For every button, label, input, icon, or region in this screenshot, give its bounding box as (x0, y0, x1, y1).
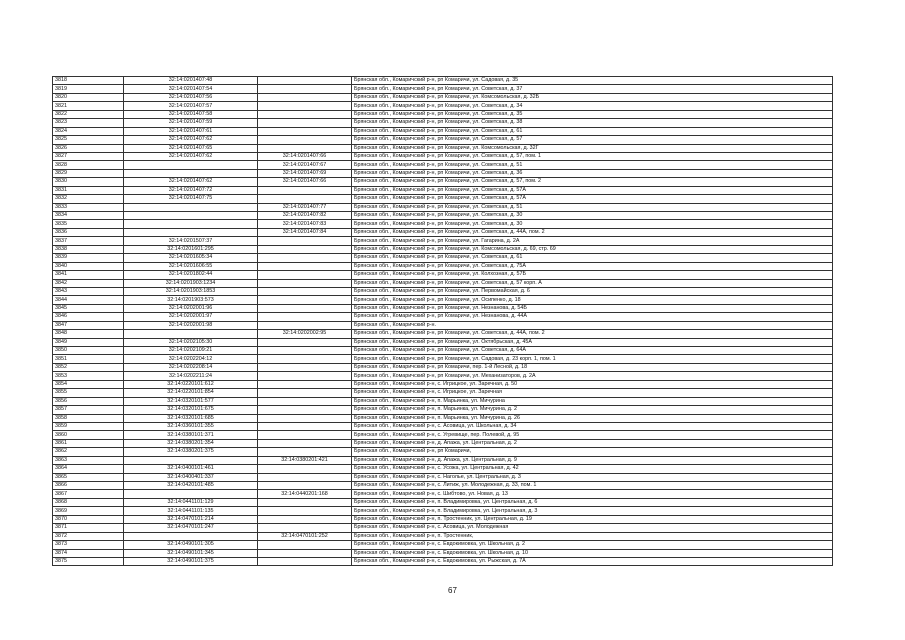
cadastral-number-cell: 32:14:0202211:24 (124, 372, 258, 380)
parent-cadastral-cell (258, 380, 352, 388)
parent-cadastral-cell: 32:14:0440201:168 (258, 490, 352, 498)
table-row (53, 161, 833, 169)
row-number-cell: 3837 (53, 237, 124, 245)
cadastral-number-cell: 32:14:0470101:247 (124, 524, 258, 532)
parent-cadastral-cell (258, 271, 352, 279)
row-number-cell: 3831 (53, 186, 124, 194)
row-number-cell: 3838 (53, 245, 124, 253)
cadastral-number-cell: 32:14:0400401:337 (124, 473, 258, 481)
row-number-cell: 3841 (53, 271, 124, 279)
address-cell: Брянская обл., Комаричский р-н, д. Апажа, ул. Центральная, д. 2 (352, 439, 833, 447)
cadastral-number-cell: 32:14:0201903:1853 (124, 287, 258, 295)
row-number-cell: 3827 (53, 152, 124, 160)
address-cell: Брянская обл., Комаричский р-н, рп Комаричи, ул. Комсомольская, д. 32Г (352, 144, 833, 152)
parent-cadastral-cell (258, 431, 352, 439)
cadastral-number-cell: 32:14:0202105:30 (124, 338, 258, 346)
row-number-cell: 3820 (53, 93, 124, 101)
cadastral-number-cell: 32:14:0202001:98 (124, 321, 258, 329)
row-number-cell: 3845 (53, 304, 124, 312)
address-cell: Брянская обл., Комаричский р-н, с. Угревище, пер. Полевой, д. 95 (352, 431, 833, 439)
table-row (53, 431, 833, 439)
parent-cadastral-cell (258, 110, 352, 118)
address-cell: Брянская обл., Комаричский р-н, рп Комаричи, ул. Советская, д. 38 (352, 119, 833, 127)
cadastral-number-cell: 32:14:0201407:58 (124, 110, 258, 118)
cadastral-number-cell: 32:14:0380201:375 (124, 448, 258, 456)
parent-cadastral-cell (258, 448, 352, 456)
row-number-cell: 3864 (53, 465, 124, 473)
row-number-cell: 3859 (53, 422, 124, 430)
parent-cadastral-cell (258, 372, 352, 380)
table-row (53, 507, 833, 515)
cadastral-number-cell: 32:14:0220101:854 (124, 389, 258, 397)
table-row (53, 178, 833, 186)
address-cell: Брянская обл., Комаричский р-н, с. Асовица, ул. Школьная, д. 34 (352, 422, 833, 430)
address-cell: Брянская обл., Комаричский р-н, рп Комаричи, ул. Советская, д. 51 (352, 203, 833, 211)
row-number-cell: 3854 (53, 380, 124, 388)
parent-cadastral-cell (258, 85, 352, 93)
row-number-cell: 3834 (53, 212, 124, 220)
address-cell: Брянская обл., Комаричский р-н, рп Комаричи, ул. Советская, д. 57, пом. 1 (352, 152, 833, 160)
cadastral-number-cell: 32:14:0201407:75 (124, 195, 258, 203)
row-number-cell: 3870 (53, 515, 124, 523)
parent-cadastral-cell (258, 321, 352, 329)
row-number-cell: 3843 (53, 287, 124, 295)
row-number-cell: 3832 (53, 195, 124, 203)
row-number-cell: 3872 (53, 532, 124, 540)
table-row (53, 102, 833, 110)
parent-cadastral-cell (258, 245, 352, 253)
cadastral-number-cell (124, 532, 258, 540)
table-row (53, 119, 833, 127)
table-row (53, 515, 833, 523)
row-number-cell: 3867 (53, 490, 124, 498)
table-row (53, 414, 833, 422)
cadastral-number-cell (124, 203, 258, 211)
parent-cadastral-cell (258, 77, 352, 85)
address-cell: Брянская обл., Комаричский р-н, рп Комаричи, ул. Советская, д. 57 корп. А (352, 279, 833, 287)
cadastral-number-cell: 32:14:0201606:55 (124, 262, 258, 270)
table-row (53, 152, 833, 160)
address-cell: Брянская обл., Комаричский р-н, рп Комаричи, ул. Советская, д. 51 (352, 161, 833, 169)
address-cell: Брянская обл., Комаричский р-н, рп Комаричи, ул. Незнанова, д. 54Б (352, 304, 833, 312)
cadastral-number-cell: 32:14:0201407:62 (124, 152, 258, 160)
table-row (53, 296, 833, 304)
address-cell: Брянская обл., Комаричский р-н, рп Комаричи, ул. Советская, д. 44А, пом. 2 (352, 330, 833, 338)
address-cell: Брянская обл., Комаричский р-н, рп Комаричи, ул. Советская, д. 61 (352, 127, 833, 135)
table-row (53, 110, 833, 118)
parent-cadastral-cell (258, 482, 352, 490)
cadastral-number-cell: 32:14:0470101:214 (124, 515, 258, 523)
cadastral-number-cell: 32:14:0201407:54 (124, 85, 258, 93)
address-cell: Брянская обл., Комаричский р-н, рп Комаричи, ул. Советская, д. 30 (352, 212, 833, 220)
cadastral-number-cell: 32:14:0201605:34 (124, 254, 258, 262)
table-row (53, 473, 833, 481)
row-number-cell: 3836 (53, 228, 124, 236)
address-cell: Брянская обл., Комаричский р-н, с. Игрицкое, ул. Заречная (352, 389, 833, 397)
table-row (53, 541, 833, 549)
address-cell: Брянская обл., Комаричский р-н, рп Комаричи, пер. 1-й Лесной, д. 18 (352, 363, 833, 371)
parent-cadastral-cell (258, 355, 352, 363)
parent-cadastral-cell (258, 287, 352, 295)
parent-cadastral-cell (258, 473, 352, 481)
cadastral-number-cell: 32:14:0201407:61 (124, 127, 258, 135)
address-cell: Брянская обл., Комаричский р-н, п. Марьинка, ул. Мичурина, д. 2 (352, 406, 833, 414)
address-cell: Брянская обл., Комаричский р-н, п. Владимировка, ул. Центральная, д. 6 (352, 498, 833, 506)
cadastral-number-cell (124, 169, 258, 177)
row-number-cell: 3857 (53, 406, 124, 414)
address-cell: Брянская обл., Комаричский р-н, рп Комаричи, (352, 448, 833, 456)
table-row (53, 287, 833, 295)
parent-cadastral-cell (258, 515, 352, 523)
table-row (53, 254, 833, 262)
cadastral-number-cell (124, 161, 258, 169)
parent-cadastral-cell: 32:14:0201407:83 (258, 220, 352, 228)
table-row (53, 127, 833, 135)
table-row (53, 439, 833, 447)
table-row (53, 169, 833, 177)
parent-cadastral-cell (258, 465, 352, 473)
address-cell: Брянская обл., Комаричский р-н, рп Комаричи, ул. Советская, д. 57 (352, 136, 833, 144)
row-number-cell: 3850 (53, 347, 124, 355)
row-number-cell: 3833 (53, 203, 124, 211)
parent-cadastral-cell: 32:14:0202002:95 (258, 330, 352, 338)
row-number-cell: 3875 (53, 557, 124, 565)
row-number-cell: 3840 (53, 262, 124, 270)
cadastral-number-cell: 32:14:0490101:345 (124, 549, 258, 557)
cadastral-number-cell (124, 490, 258, 498)
cadastral-number-cell: 32:14:0201903:573 (124, 296, 258, 304)
cadastral-number-cell: 32:14:0202001:97 (124, 313, 258, 321)
table-row (53, 93, 833, 101)
table-row (53, 465, 833, 473)
row-number-cell: 3856 (53, 397, 124, 405)
cadastral-number-cell: 32:14:0201802:44 (124, 271, 258, 279)
parent-cadastral-cell (258, 195, 352, 203)
row-number-cell: 3829 (53, 169, 124, 177)
address-cell: Брянская обл., Комаричский р-н, рп Комаричи, ул. Советская, д. 57, пом. 2 (352, 178, 833, 186)
address-cell: Брянская обл., Комаричский р-н, с. Асовица, ул. Молодежная (352, 524, 833, 532)
cadastral-number-cell: 32:14:0320101:685 (124, 414, 258, 422)
table-row (53, 363, 833, 371)
parent-cadastral-cell (258, 507, 352, 515)
row-number-cell: 3861 (53, 439, 124, 447)
table-row (53, 237, 833, 245)
table-row (53, 498, 833, 506)
address-cell: Брянская обл., Комаричский р-н, с. Евдокимовка, ул. Школьная, д. 2 (352, 541, 833, 549)
cadastral-number-cell: 32:14:0201407:62 (124, 136, 258, 144)
row-number-cell: 3874 (53, 549, 124, 557)
table-row (53, 203, 833, 211)
address-cell: Брянская обл., Комаричский р-н, рп Комаричи, ул. Советская, д. 61 (352, 254, 833, 262)
cadastral-number-cell: 32:14:0201407:65 (124, 144, 258, 152)
cadastral-number-cell: 32:14:0201903:1234 (124, 279, 258, 287)
parent-cadastral-cell (258, 414, 352, 422)
table-row (53, 228, 833, 236)
cadastral-number-cell (124, 330, 258, 338)
address-cell: Брянская обл., Комаричский р-н, рп Комаричи, ул. Комсомольская, д. 69, стр. 69 (352, 245, 833, 253)
table-row (53, 422, 833, 430)
address-cell: Брянская обл., Комаричский р-н, рп Комаричи, ул. Советская, д. 35 (352, 110, 833, 118)
row-number-cell: 3825 (53, 136, 124, 144)
cadastral-number-cell: 32:14:0201407:62 (124, 178, 258, 186)
table-row (53, 490, 833, 498)
parent-cadastral-cell (258, 498, 352, 506)
address-cell: Брянская обл., Комаричский р-н, с. Евдокимовка, ул. Школьная, д. 10 (352, 549, 833, 557)
cadastral-number-cell: 32:14:0380101:371 (124, 431, 258, 439)
table-row (53, 85, 833, 93)
parent-cadastral-cell (258, 127, 352, 135)
row-number-cell: 3824 (53, 127, 124, 135)
cadastral-number-cell: 32:14:0441101:135 (124, 507, 258, 515)
row-number-cell: 3851 (53, 355, 124, 363)
parent-cadastral-cell (258, 524, 352, 532)
parent-cadastral-cell (258, 119, 352, 127)
row-number-cell: 3871 (53, 524, 124, 532)
table-row (53, 304, 833, 312)
table-row (53, 372, 833, 380)
cadastral-number-cell (124, 212, 258, 220)
cadastral-number-cell: 32:14:0201407:56 (124, 93, 258, 101)
parent-cadastral-cell (258, 186, 352, 194)
address-cell: Брянская обл., Комаричский р-н, рп Комаричи, ул. Советская, д. 37 (352, 85, 833, 93)
table-row (53, 448, 833, 456)
address-cell: Брянская обл., Комаричский р-н, рп Комаричи, ул. Садовая, д. 35 (352, 77, 833, 85)
parent-cadastral-cell (258, 397, 352, 405)
cadastral-number-cell (124, 220, 258, 228)
parent-cadastral-cell (258, 279, 352, 287)
address-cell: Брянская обл., Комаричский р-н, с. Шибтово, ул. Новая, д. 13 (352, 490, 833, 498)
parent-cadastral-cell (258, 439, 352, 447)
parent-cadastral-cell: 32:14:0470101:252 (258, 532, 352, 540)
parent-cadastral-cell (258, 313, 352, 321)
address-cell: Брянская обл., Комаричский р-н, рп Комаричи, ул. Осипенко, д. 18 (352, 296, 833, 304)
parent-cadastral-cell (258, 304, 352, 312)
address-cell: Брянская обл., Комаричский р-н, с. Наголье, ул. Центральная, д. 3 (352, 473, 833, 481)
row-number-cell: 3818 (53, 77, 124, 85)
row-number-cell: 3842 (53, 279, 124, 287)
cadastral-number-cell: 32:14:0360101:355 (124, 422, 258, 430)
cadastral-number-cell: 32:14:0490101:375 (124, 557, 258, 565)
table-row (53, 389, 833, 397)
cadastral-number-cell: 32:14:0202001:96 (124, 304, 258, 312)
parent-cadastral-cell: 32:14:0201407:67 (258, 161, 352, 169)
cadastral-number-cell: 32:14:0201507:37 (124, 237, 258, 245)
parent-cadastral-cell (258, 102, 352, 110)
parent-cadastral-cell: 32:14:0380201:421 (258, 456, 352, 464)
parent-cadastral-cell: 32:14:0201407:66 (258, 152, 352, 160)
parent-cadastral-cell: 32:14:0201407:66 (258, 178, 352, 186)
table-row (53, 397, 833, 405)
table-row (53, 262, 833, 270)
parent-cadastral-cell (258, 389, 352, 397)
address-cell: Брянская обл., Комаричский р-н, рп Комаричи, ул. Комсомольская, д. 32Б (352, 93, 833, 101)
address-cell: Брянская обл., Комаричский р-н, д. Апажа, ул. Центральная, д. 9 (352, 456, 833, 464)
address-cell: Брянская обл., Комаричский р-н, с. Игрицкое, ул. Заречная, д. 50 (352, 380, 833, 388)
row-number-cell: 3822 (53, 110, 124, 118)
parent-cadastral-cell (258, 144, 352, 152)
row-number-cell: 3828 (53, 161, 124, 169)
table-row (53, 380, 833, 388)
table-row (53, 482, 833, 490)
address-cell: Брянская обл., Комаричский р-н, рп Комаричи, ул. Механизаторов, д. 2А (352, 372, 833, 380)
address-cell: Брянская обл., Комаричский р-н, рп Комаричи, ул. Гагарина, д. 2А (352, 237, 833, 245)
table-row (53, 347, 833, 355)
parent-cadastral-cell (258, 406, 352, 414)
parent-cadastral-cell (258, 541, 352, 549)
cadastral-number-cell: 32:14:0320101:675 (124, 406, 258, 414)
table-row (53, 220, 833, 228)
address-cell: Брянская обл., Комаричский р-н, рп Комаричи, ул. Колхозная, д. 57Б (352, 271, 833, 279)
cadastral-number-cell: 32:14:0490101:305 (124, 541, 258, 549)
cadastral-number-cell: 32:14:0380201:354 (124, 439, 258, 447)
table-row (53, 271, 833, 279)
cadastral-number-cell: 32:14:0201407:59 (124, 119, 258, 127)
address-cell: Брянская обл., Комаричский р-н, рп Комаричи, ул. Незнанова, д. 44А (352, 313, 833, 321)
row-number-cell: 3835 (53, 220, 124, 228)
cadastral-number-cell: 32:14:0320101:577 (124, 397, 258, 405)
cadastral-number-cell: 32:14:0220101:612 (124, 380, 258, 388)
cadastral-number-cell: 32:14:0441101:129 (124, 498, 258, 506)
row-number-cell: 3846 (53, 313, 124, 321)
registry-table-body (53, 77, 833, 566)
address-cell: Брянская обл., Комаричский р-н, рп Комаричи, ул. Советская, д. 64А (352, 347, 833, 355)
parent-cadastral-cell: 32:14:0201407:69 (258, 169, 352, 177)
address-cell: Брянская обл., Комаричский р-н, рп Комаричи, ул. Советская, д. 36 (352, 169, 833, 177)
page-number: 67 (448, 586, 457, 595)
row-number-cell: 3830 (53, 178, 124, 186)
table-row (53, 549, 833, 557)
address-cell: Брянская обл., Комаричский р-н, рп Комаричи, ул. Советская, д. 44А, пом. 2 (352, 228, 833, 236)
row-number-cell: 3849 (53, 338, 124, 346)
table-row (53, 195, 833, 203)
table-row (53, 313, 833, 321)
parent-cadastral-cell: 32:14:0201407:84 (258, 228, 352, 236)
row-number-cell: 3866 (53, 482, 124, 490)
row-number-cell: 3868 (53, 498, 124, 506)
table-row (53, 330, 833, 338)
parent-cadastral-cell (258, 136, 352, 144)
table-row (53, 456, 833, 464)
row-number-cell: 3865 (53, 473, 124, 481)
address-cell: Брянская обл., Комаричский р-н, рп Комаричи, ул. Советская, д. 57А (352, 186, 833, 194)
cadastral-number-cell (124, 456, 258, 464)
table-row (53, 144, 833, 152)
address-cell: Брянская обл., Комаричский р-н, рп Комаричи, ул. Советская, д. 75А (352, 262, 833, 270)
row-number-cell: 3823 (53, 119, 124, 127)
row-number-cell: 3844 (53, 296, 124, 304)
row-number-cell: 3839 (53, 254, 124, 262)
row-number-cell: 3855 (53, 389, 124, 397)
parent-cadastral-cell (258, 557, 352, 565)
row-number-cell: 3862 (53, 448, 124, 456)
address-cell: Брянская обл., Комаричский р-н, рп Комаричи, ул. Советская, д. 34 (352, 102, 833, 110)
parent-cadastral-cell (258, 237, 352, 245)
row-number-cell: 3863 (53, 456, 124, 464)
address-cell: Брянская обл., Комаричский р-н, п. Тростенник, ул. Центральная, д. 19 (352, 515, 833, 523)
table-row (53, 136, 833, 144)
row-number-cell: 3826 (53, 144, 124, 152)
cadastral-number-cell: 32:14:0201407:72 (124, 186, 258, 194)
parent-cadastral-cell (258, 93, 352, 101)
address-cell: Брянская обл., Комаричский р-н, рп Комаричи, ул. Советская, д. 30 (352, 220, 833, 228)
row-number-cell: 3858 (53, 414, 124, 422)
parent-cadastral-cell (258, 363, 352, 371)
address-cell: Брянская обл., Комаричский р-н, рп Комаричи, ул. Первомайская, д. 6 (352, 287, 833, 295)
address-cell: Брянская обл., Комаричский р-н, рп Комаричи, ул. Садовая, д. 23 корп. 1, пом. 1 (352, 355, 833, 363)
parent-cadastral-cell (258, 262, 352, 270)
parent-cadastral-cell (258, 296, 352, 304)
table-row (53, 532, 833, 540)
table-row (53, 279, 833, 287)
cadastral-number-cell (124, 228, 258, 236)
address-cell: Брянская обл., Комаричский р-н, п. Марьинка, ул. Мичурина, д. 26 (352, 414, 833, 422)
cadastral-number-cell: 32:14:0202204:12 (124, 355, 258, 363)
address-cell: Брянская обл., Комаричский р-н, п. Марьинка, ул. Мичурина (352, 397, 833, 405)
row-number-cell: 3821 (53, 102, 124, 110)
table-row (53, 557, 833, 565)
row-number-cell: 3860 (53, 431, 124, 439)
address-cell: Брянская обл., Комаричский р-н. (352, 321, 833, 329)
address-cell: Брянская обл., Комаричский р-н, с. Литиж, ул. Молодежная, д. 33, пом. 1 (352, 482, 833, 490)
table-row (53, 212, 833, 220)
address-cell: Брянская обл., Комаричский р-н, с. Евдокимовка, ул. Рыжская, д. 7А (352, 557, 833, 565)
parent-cadastral-cell (258, 338, 352, 346)
parent-cadastral-cell: 32:14:0201407:77 (258, 203, 352, 211)
row-number-cell: 3852 (53, 363, 124, 371)
cadastral-number-cell: 32:14:0420101:485 (124, 482, 258, 490)
table-row (53, 355, 833, 363)
address-cell: Брянская обл., Комаричский р-н, п. Владимировка, ул. Центральная, д. 3 (352, 507, 833, 515)
parent-cadastral-cell (258, 549, 352, 557)
cadastral-number-cell: 32:14:0202208:14 (124, 363, 258, 371)
cadastral-number-cell: 32:14:0202109:21 (124, 347, 258, 355)
table-row (53, 406, 833, 414)
cadastral-number-cell: 32:14:0400101:461 (124, 465, 258, 473)
table-row (53, 77, 833, 85)
registry-table (52, 76, 833, 566)
parent-cadastral-cell (258, 347, 352, 355)
table-row (53, 321, 833, 329)
parent-cadastral-cell (258, 422, 352, 430)
parent-cadastral-cell: 32:14:0201407:82 (258, 212, 352, 220)
cadastral-number-cell: 32:14:0201407:57 (124, 102, 258, 110)
row-number-cell: 3873 (53, 541, 124, 549)
parent-cadastral-cell (258, 254, 352, 262)
address-cell: Брянская обл., Комаричский р-н, с. Усожа, ул. Центральная, д. 42 (352, 465, 833, 473)
table-row (53, 245, 833, 253)
row-number-cell: 3847 (53, 321, 124, 329)
row-number-cell: 3869 (53, 507, 124, 515)
table-row (53, 524, 833, 532)
cadastral-number-cell: 32:14:0201601:295 (124, 245, 258, 253)
address-cell: Брянская обл., Комаричский р-н, рп Комаричи, ул. Октябрьская, д. 45А (352, 338, 833, 346)
row-number-cell: 3853 (53, 372, 124, 380)
table-row (53, 338, 833, 346)
table-row (53, 186, 833, 194)
address-cell: Брянская обл., Комаричский р-н, п. Тростенник, (352, 532, 833, 540)
row-number-cell: 3848 (53, 330, 124, 338)
address-cell: Брянская обл., Комаричский р-н, рп Комаричи, ул. Советская, д. 57А (352, 195, 833, 203)
cadastral-number-cell: 32:14:0201407:48 (124, 77, 258, 85)
row-number-cell: 3819 (53, 85, 124, 93)
